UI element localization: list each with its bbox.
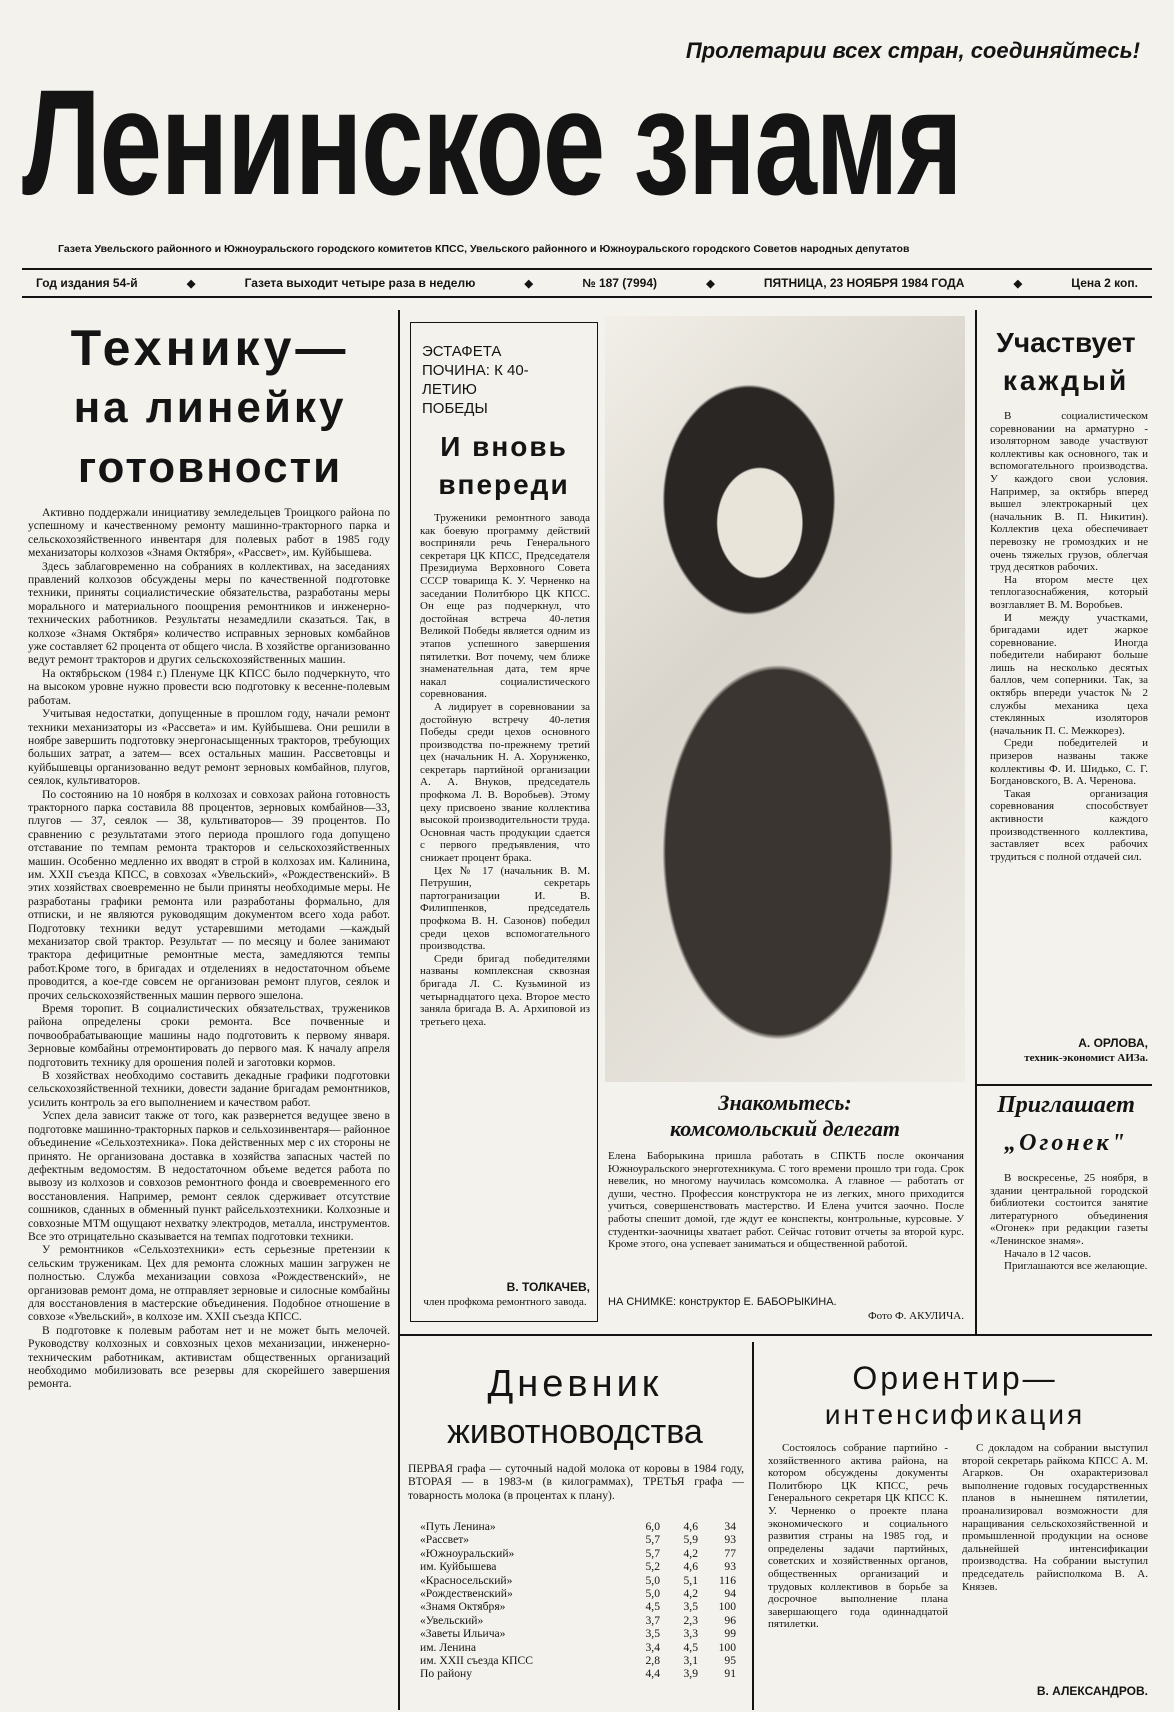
table-row — [420, 1533, 736, 1546]
value-cell: 3,5 — [645, 1627, 660, 1641]
value-cell: 5,2 — [645, 1560, 660, 1574]
portrait-photo — [605, 316, 965, 1082]
value-cell: 3,1 — [683, 1654, 698, 1668]
article-body — [962, 1442, 1148, 1672]
table-row — [420, 1574, 736, 1587]
photo-caption: НА СНИМКЕ: конструктор Е. БАБОРЫКИНА. — [608, 1296, 837, 1308]
farm-name-cell: им. XXII съезда КПСС — [420, 1654, 534, 1668]
article-title: на линейку — [73, 383, 347, 432]
paragraph: Среди бригад победителями названы комплексная сквозная бригада Л. С. Кузьминой из четырнадцатого цеха. Второе место заняла бригада В. А. Архиповой из третьего цеха. — [420, 952, 590, 1028]
photo-story-text: Елена Баборыкина пришла работать в СПКТБ после окончания Южноуральского энерготехникума. С того времени прошло три года. Срок невелик, но многому научилась комсомолка. А главное — работать от души, честно. Профессия конструктора не из легких, много приходится учиться, совершенствовать мастерство. И Елена учится заочно. После работы спешит домой, где ждут ее конспекты, контрольные, курсовые. У студентки-заочницы хватает работ. Сейчас готовит отчеты за второй курс. Кроме этого, она успевает заниматься и общественной работой. — [608, 1150, 964, 1251]
paragraph: Время торопит. В социалистических обязательствах, тружеников района определены сроки ремонта. Все почвенные и почвообрабатывающие машины надо подготовить к первому января. Зерновые комбайны отремонтировать до первого мая. К началу апреля подготовить технику для орошения полей и заготовки кормов. — [28, 1002, 390, 1069]
table-row — [420, 1560, 736, 1573]
value-cell: 94 — [724, 1587, 736, 1601]
paragraph: Состоялось собрание партийно - хозяйственного актива района, на котором обсуждены документы Политбюро ЦК КПСС, речь Генерального секретаря ЦК КПСС К. У. Черненко о проекте плана экономического и социального развития страны на 1985 год, и определены задачи партийных, советских и хозяйственных органов, общественных организаций и трудовых коллективов в борьбе за досрочное выполнение плана завершающего года одиннадцатой пятилетки. — [768, 1442, 948, 1631]
table-row — [420, 1547, 736, 1560]
value-cell: 4,6 — [683, 1560, 698, 1574]
article-body — [420, 512, 590, 1272]
article-title: „Огонек" — [1004, 1130, 1128, 1156]
value-cell: 5,7 — [645, 1533, 660, 1547]
article-title: Участвует — [996, 327, 1136, 358]
paragraph: На октябрьском (1984 г.) Пленуме ЦК КПСС было подчеркнуто, что на высоком уровне нужно провести всю подготовку к весенне-полевым работам. — [28, 666, 390, 707]
value-cell: 2,3 — [683, 1613, 698, 1627]
section-rule — [398, 1334, 1152, 1336]
article-body — [28, 506, 390, 1706]
article-title: животноводства — [447, 1413, 703, 1451]
paragraph: С докладом на собрании выступил второй секретарь райкома КПСС А. М. Агарков. Он охарактеризовал выполнение годовых государственных планов в нынешнем пятилетии, проанализировал возможности для наращивания сельскохозяйственной и промышленной продукции на основе дальнейшей интенсификации производства. На собрании выступил председатель райисполкома В. А. Князев. — [962, 1442, 1148, 1593]
rubric: ЭСТАФЕТА ПОЧИНА: К 40-ЛЕТИЮ ПОБЕДЫ — [422, 343, 529, 417]
farm-name-cell: «Увельский» — [420, 1613, 484, 1627]
paragraph: Активно поддержали инициативу земледельцев Троицкого района по успешному и качественному ремонту машинно-тракторного парка и сельскохозяйственного инвентаря для полевых работ в 1985 году механизаторы колхозов «Знамя Октября», «Рассвет», им. Куйбышева. — [28, 506, 390, 560]
paragraph: В социалистическом соревновании на арматурно - изоляторном заводе участвуют коллективы как основного, так и вспомогательного производства. У каждого свои условия. Например, за октябрь вперед вышел электрокарный цех (начальник В. П. Никитин). Коллектив цеха обеспечивает перевозку не громоздких и не очень тяжелых грузов, облегчая труд десятков рабочих. — [990, 410, 1148, 574]
value-cell: 3,9 — [683, 1667, 698, 1681]
article-body — [990, 410, 1148, 1025]
separator-icon: ◆ — [186, 277, 196, 290]
article-body — [768, 1442, 948, 1704]
photo-credit: Фото Ф. АКУЛИЧА. — [867, 1310, 964, 1322]
article-title: каждый — [1002, 365, 1130, 396]
paragraph: В воскресенье, 25 ноября, в здании центральной городской библиотеки состоится занятие литературного объединения «Огонек» при редакции газеты «Ленинское знамя». — [990, 1172, 1148, 1247]
article-title: Приглашает — [997, 1092, 1135, 1118]
value-cell: 5,0 — [645, 1587, 660, 1601]
article-title: Дневник — [487, 1363, 663, 1405]
column-rule — [752, 1342, 754, 1710]
table-row — [420, 1654, 736, 1667]
article-title: интенсификация — [824, 1399, 1086, 1430]
paragraph: Здесь заблаговременно на собраниях в коллективах, на заседаниях правлений колхозов обсуждены меры по качественной подготовке техники, приняты социалистические обязательства, разработаны меры морального и материального поощрения ремонтников и инженерно-технических работников. Результаты незамедлили сказаться. Так, в колхозе «Знамя Октября» количество исправных зерновых комбайнов уже составляет 62 процента от общего числа. В хозяйстве организованно ведут ремонт тракторов и других сельскохозяйственных машин. — [28, 559, 390, 667]
article-title: готовности — [77, 443, 343, 492]
value-cell: 6,0 — [645, 1520, 660, 1533]
table-row — [420, 1600, 736, 1613]
value-cell: 100 — [718, 1600, 736, 1614]
paragraph: Начало в 12 часов. — [1004, 1247, 1092, 1260]
masthead-subtitle: Газета Увельского районного и Южноуральского городского комитетов КПСС, Увельского районного и Южноуральского городского Советов народных депутатов — [58, 243, 910, 255]
paragraph: Успех дела зависит также от того, как развернется ведущее звено в подготовке машинно-тракторных парков и сельхозинвентаря— районное объединение «Сельхозтехника». Пока действенных мер с их стороны не принято. Не организована доставка в хозяйства запасных частей по дефектным ведомостям. В недостаточном объеме ведется работа по вывозу из колхозов и совхозов ремонтного фонда и своевременного его восстановления. Например, ремонт сеялок сдерживает отсутствие сошников, сданных в обменный пункт райсельхозтехники. Колхозные и совхозные МТМ ощущают нехватку электродов, металла, инструментов. Все это отрицательно сказывается на темпах подготовки техники. — [28, 1109, 390, 1243]
value-cell: 34 — [724, 1520, 736, 1533]
article-body — [990, 1172, 1148, 1273]
value-cell: 5,0 — [645, 1573, 660, 1587]
value-cell: 95 — [724, 1654, 736, 1668]
value-cell: 4,5 — [683, 1640, 698, 1654]
paragraph: Труженики ремонтного завода как боевую программу действий восприняли речь Генерального секретаря ЦК КПСС, Председателя Президиума Верховного Совета СССР товарища К. У. Черненко на заседании Политбюро ЦК КПСС. Он еще раз подчеркнул, что достойная встреча 40-летия Великой Победы является одним из этапов успешного завершения пятилетки. Вот почему, чем ближе знаменательная дата, тем ярче накал социалистического соревнования. — [420, 512, 590, 701]
value-cell: 5,9 — [683, 1533, 698, 1547]
section-rule — [975, 1084, 1152, 1086]
value-cell: 4,6 — [683, 1520, 698, 1533]
photo-story-title: Знакомьтесь: — [718, 1090, 852, 1115]
paragraph: На втором месте цех теплогазоснабжения, который возглавляет В. М. Воробьев. — [990, 573, 1148, 611]
issue-number: № 187 (7994) — [582, 276, 657, 290]
farm-name-cell: «Красносельский» — [420, 1573, 513, 1587]
author-title: член профкома ремонтного завода. — [423, 1296, 587, 1308]
farm-name-cell: «Путь Ленина» — [420, 1520, 496, 1533]
slogan: Пролетарии всех стран, соединяйтесь! — [685, 38, 1140, 63]
photo-story-title: комсомольский делегат — [669, 1116, 901, 1141]
value-cell: 77 — [724, 1546, 736, 1560]
farm-name-cell: им. Ленина — [420, 1640, 477, 1654]
column-rule — [975, 310, 977, 1334]
farm-name-cell: им. Куйбышева — [420, 1560, 497, 1574]
value-cell: 4,2 — [683, 1587, 698, 1601]
value-cell: 5,7 — [645, 1546, 660, 1560]
value-cell: 99 — [724, 1627, 736, 1641]
farm-name-cell: «Южноуральский» — [420, 1546, 515, 1560]
issue-date: ПЯТНИЦА, 23 НОЯБРЯ 1984 ГОДА — [763, 276, 965, 290]
article-title: Ориентир— — [852, 1360, 1058, 1396]
table-row — [420, 1587, 736, 1600]
livestock-table — [420, 1520, 736, 1681]
value-cell: 4,4 — [645, 1667, 660, 1681]
value-cell: 4,5 — [645, 1600, 660, 1614]
paragraph: Среди победителей и призеров названы также коллективы Ф. И. Шидько, С. Г. Богдановского, В. А. Черенова. — [990, 737, 1148, 788]
article-title: И вновь — [440, 431, 568, 462]
table-row — [420, 1641, 736, 1654]
value-cell: 116 — [719, 1573, 736, 1587]
author: А. ОРЛОВА, — [1078, 1036, 1148, 1050]
value-cell: 2,8 — [645, 1654, 660, 1668]
article-title: Технику— — [70, 320, 350, 376]
value-cell: 93 — [724, 1533, 736, 1547]
author: В. ТОЛКАЧЕВ, — [506, 1280, 590, 1294]
value-cell: 93 — [724, 1560, 736, 1574]
paragraph: В хозяйствах необходимо составить декадные графики подготовки сельскохозяйственной техники, довести задание бригадам ремонтников, усилить контроль за его выполнением и качеством работ. — [28, 1069, 390, 1109]
issue-info-bar — [22, 268, 1152, 298]
farm-name-cell: «Знамя Октября» — [420, 1600, 506, 1614]
issue-year: Год издания 54-й — [36, 276, 138, 290]
value-cell: 91 — [724, 1667, 736, 1681]
paragraph: И между участками, бригадами идет жаркое соревнование. Иногда победители набирают больше лишь на несколько десятых баллов, чем соперники. Так, за октябрь впереди участок № 2 службы механика цеха стеклянных изоляторов (начальник П. С. Межкорез). — [990, 611, 1148, 737]
table-row — [420, 1520, 736, 1533]
value-cell: 3,4 — [645, 1640, 660, 1654]
value-cell: 5,1 — [683, 1573, 698, 1587]
value-cell: 100 — [718, 1640, 736, 1654]
author: В. АЛЕКСАНДРОВ. — [1036, 1684, 1148, 1698]
value-cell: 3,7 — [645, 1613, 660, 1627]
issue-frequency: Газета выходит четыре раза в неделю — [244, 276, 476, 290]
paragraph: Учитывая недостатки, допущенные в прошлом году, начали ремонт техники механизаторы из «Рассвета» и им. Куйбышева. Они решили в ноябре завершить подготовку энергонасыщенных тракторов, требующих больших затрат, а затем— всех остальных машин. Рассветовцы и куйбышевцы организованно ведут ремонт зерновых комбайнов, плугов, сеялок, культиваторов. — [28, 707, 390, 788]
column-rule — [398, 310, 400, 1710]
value-cell: 96 — [724, 1613, 736, 1627]
table-row — [420, 1667, 736, 1680]
paragraph: Цех № 17 (начальник В. М. Петрушин, секретарь партогранизации И. В. Филиппенков, председатель профкома В. Н. Сазонов) победил среди цехов вспомогательного производства. — [420, 864, 590, 953]
paragraph: По состоянию на 10 ноября в колхозах и совхозах района готовность тракторного парка составила 88 процентов, зерновых комбайнов—33, плугов — 37, сеялок — 38, культиваторов— 39 процентов. По сравнению с результатами этого периода прошлого года допущено отставание по темпам ремонта тракторов и сельскохозяйственных машин. Особенно медленно их вводят в строй в колхозах им. Калинина, им. XXII съезда КПСС, в совхозах «Увельский», «Рождественский». В этих хозяйствах своевременно не были приняты необходимые меры. Не разработаны графики ремонта или разработаны формально, для отписки, и не являются руководящим документом всего хода работ. Подготовку техники ведут устаревшими методами —каждый механизатор свой трактор. Результат — по месяцу и более занимают трактора дефицитные ремонтные места, замедляются темпы работ.Кроме того, в бригадах и отделениях в недостаточном объеме проводится, а кое-где совсем не организован ремонт плугов, сеялок и прочих сельскохозяйственных машин первого эшелона. — [28, 787, 390, 1002]
newspaper-title: Ленинское знамя — [22, 58, 962, 226]
issue-price: Цена 2 коп. — [1071, 276, 1138, 290]
paragraph: Такая организация соревнования способствует активности каждого производственного коллектива, заставляет всех рабочих трудиться с полной отдачей сил. — [990, 787, 1148, 863]
separator-icon: ◆ — [706, 277, 715, 290]
table-row — [420, 1627, 736, 1640]
diary-intro: ПЕРВАЯ графа — суточный надой молока от коровы в 1984 году, ВТОРАЯ — в 1983-м (в килограммах), ТРЕТЬЯ графа — товарность молока (в процентах к плану). — [408, 1462, 744, 1502]
paragraph: У ремонтников «Сельхозтехники» есть серьезные претензии к сельским труженикам. Цех для ремонта сложных машин загружен не полностью. Служба механизации совхоза «Рождественский», не организовав ремонт дома, не отправляет зерновые и силосные комбайны для восстановления в мастерские объединения. Подобное отношение в совхозе «Увельский», в колхозе им. XXII съезда КПСС. — [28, 1243, 390, 1324]
farm-name-cell: «Рождественский» — [420, 1587, 513, 1601]
farm-name-cell: По району — [420, 1667, 473, 1681]
separator-icon: ◆ — [524, 277, 534, 290]
value-cell: 4,2 — [683, 1546, 698, 1560]
paragraph: Приглашаются все желающие. — [1004, 1260, 1148, 1273]
paragraph: А лидирует в соревновании за достойную встречу 40-летия Победы среди цехов основного производства по-прежнему третий цех (начальник Н. А. Хорунженко, секретарь партийной организации А. А. Внуков, председатель профкома Л. В. Воробьев). Этому цеху присвоено звание коллектива высокой производительности труда. Основная часть продукции сдается с первого предъявления, что снижает процент брака. — [420, 700, 590, 865]
farm-name-cell: «Заветы Ильича» — [420, 1627, 506, 1641]
value-cell: 3,3 — [683, 1627, 698, 1641]
separator-icon: ◆ — [1013, 277, 1023, 290]
paragraph: В подготовке к полевым работам нет и не может быть мелочей. Руководству колхозных и совхозных цехов механизации, инженерно-техническим работникам, активистам общественных организаций необходимо мобилизовать все резервы для скорейшего завершения ремонта. — [28, 1323, 390, 1391]
value-cell: 3,5 — [683, 1600, 698, 1614]
author-title: техник-экономист АИЗа. — [1024, 1052, 1148, 1064]
table-row — [420, 1614, 736, 1627]
farm-name-cell: «Рассвет» — [420, 1533, 470, 1547]
article-title: впереди — [438, 469, 570, 500]
